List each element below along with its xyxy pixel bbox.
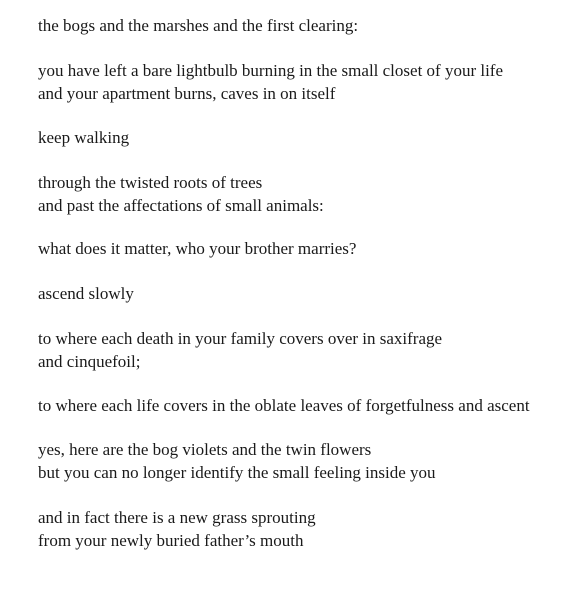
poem-line: what does it matter, who your brother marries? — [38, 239, 357, 258]
stanza-6 — [38, 283, 134, 306]
poem-line: to where each death in your family covers over in saxifrage — [38, 329, 443, 348]
stanza-9 — [38, 439, 436, 484]
poem-line: ascend slowly — [38, 284, 134, 303]
poem-line: and cinquefoil; — [38, 351, 141, 371]
poem-line: to where each life covers in the oblate leaves of forgetfulness and ascent — [38, 396, 530, 415]
poem-line: and past the affectations of small animals: — [38, 195, 324, 215]
poem-line: through the twisted roots of trees — [38, 173, 263, 192]
poem-line: you have left a bare lightbulb burning in the small closet of your life — [38, 61, 504, 80]
stanza-10 — [38, 507, 316, 552]
stanza-7 — [38, 328, 442, 373]
stanza-8 — [38, 395, 530, 418]
stanza-2 — [38, 60, 503, 105]
stanza-1 — [38, 15, 358, 38]
poem-line: and your apartment burns, caves in on itself — [38, 83, 336, 103]
poem-line: keep walking — [38, 128, 130, 147]
poem-line: but you can no longer identify the small feeling inside you — [38, 462, 436, 482]
poem-line: yes, here are the bog violets and the twin flowers — [38, 440, 372, 459]
stanza-3 — [38, 127, 129, 150]
poem-line: from your newly buried father’s mouth — [38, 530, 304, 550]
poem-line: the bogs and the marshes and the first clearing: — [38, 16, 359, 35]
stanza-4 — [38, 172, 324, 217]
stanza-5 — [38, 238, 356, 261]
poem-line: and in fact there is a new grass sprouting — [38, 508, 316, 527]
